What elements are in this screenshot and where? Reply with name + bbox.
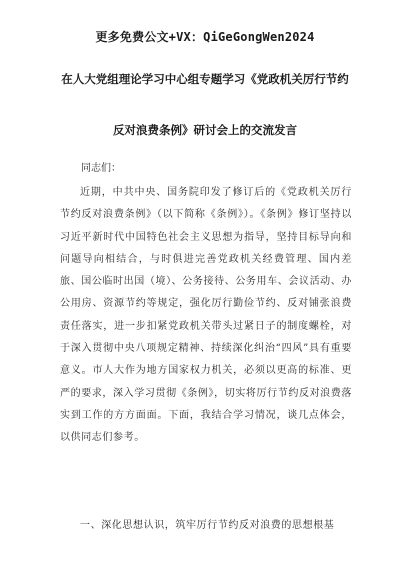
body-paragraph-1: 近期，中共中央、国务院印发了修订后的《党政机关厉行节约反对浪费条例》（以下简称《条例》）。《条例》修订坚持以习近平新时代中国特色社会主义思想为指导，坚持目标导向和问题导向相结合，与时俱进完善党政机关经费管理、国内差旅、国公临时出国（境）、公务接待、公务用车、会议活动、办公用房、资源节约等规定，强化厉行勤俭节约、反对铺张浪费责任落实，进一步扣紧党政机关带头过紧日子的制度螺栓，对于深入贯彻中央八项规定精神、持续深化纠治“四风”具有重要意义。市人大作为地方国家权力机关，必须以更高的标准、更严的要求，深入学习贯彻《条例》，切实将厉行节约反对浪费落实到工作的方方面面。下面，我结合学习情况，谈几点体会，以供同志们参考。 [60, 187, 352, 444]
document-title-line-1: 在人大党组理论学习中心组专题学习《党政机关厉行节约 [61, 72, 349, 86]
section-heading-1: 一、深化思想认识，筑牢厉行节约反对浪费的思想根基 [80, 520, 335, 531]
document-title-line-2: 反对浪费条例》研讨会上的交流发言 [113, 123, 297, 137]
promo-banner: 更多免费公文+VX：QiGeGongWen2024 [95, 30, 315, 44]
salutation: 同志们： [81, 163, 121, 174]
